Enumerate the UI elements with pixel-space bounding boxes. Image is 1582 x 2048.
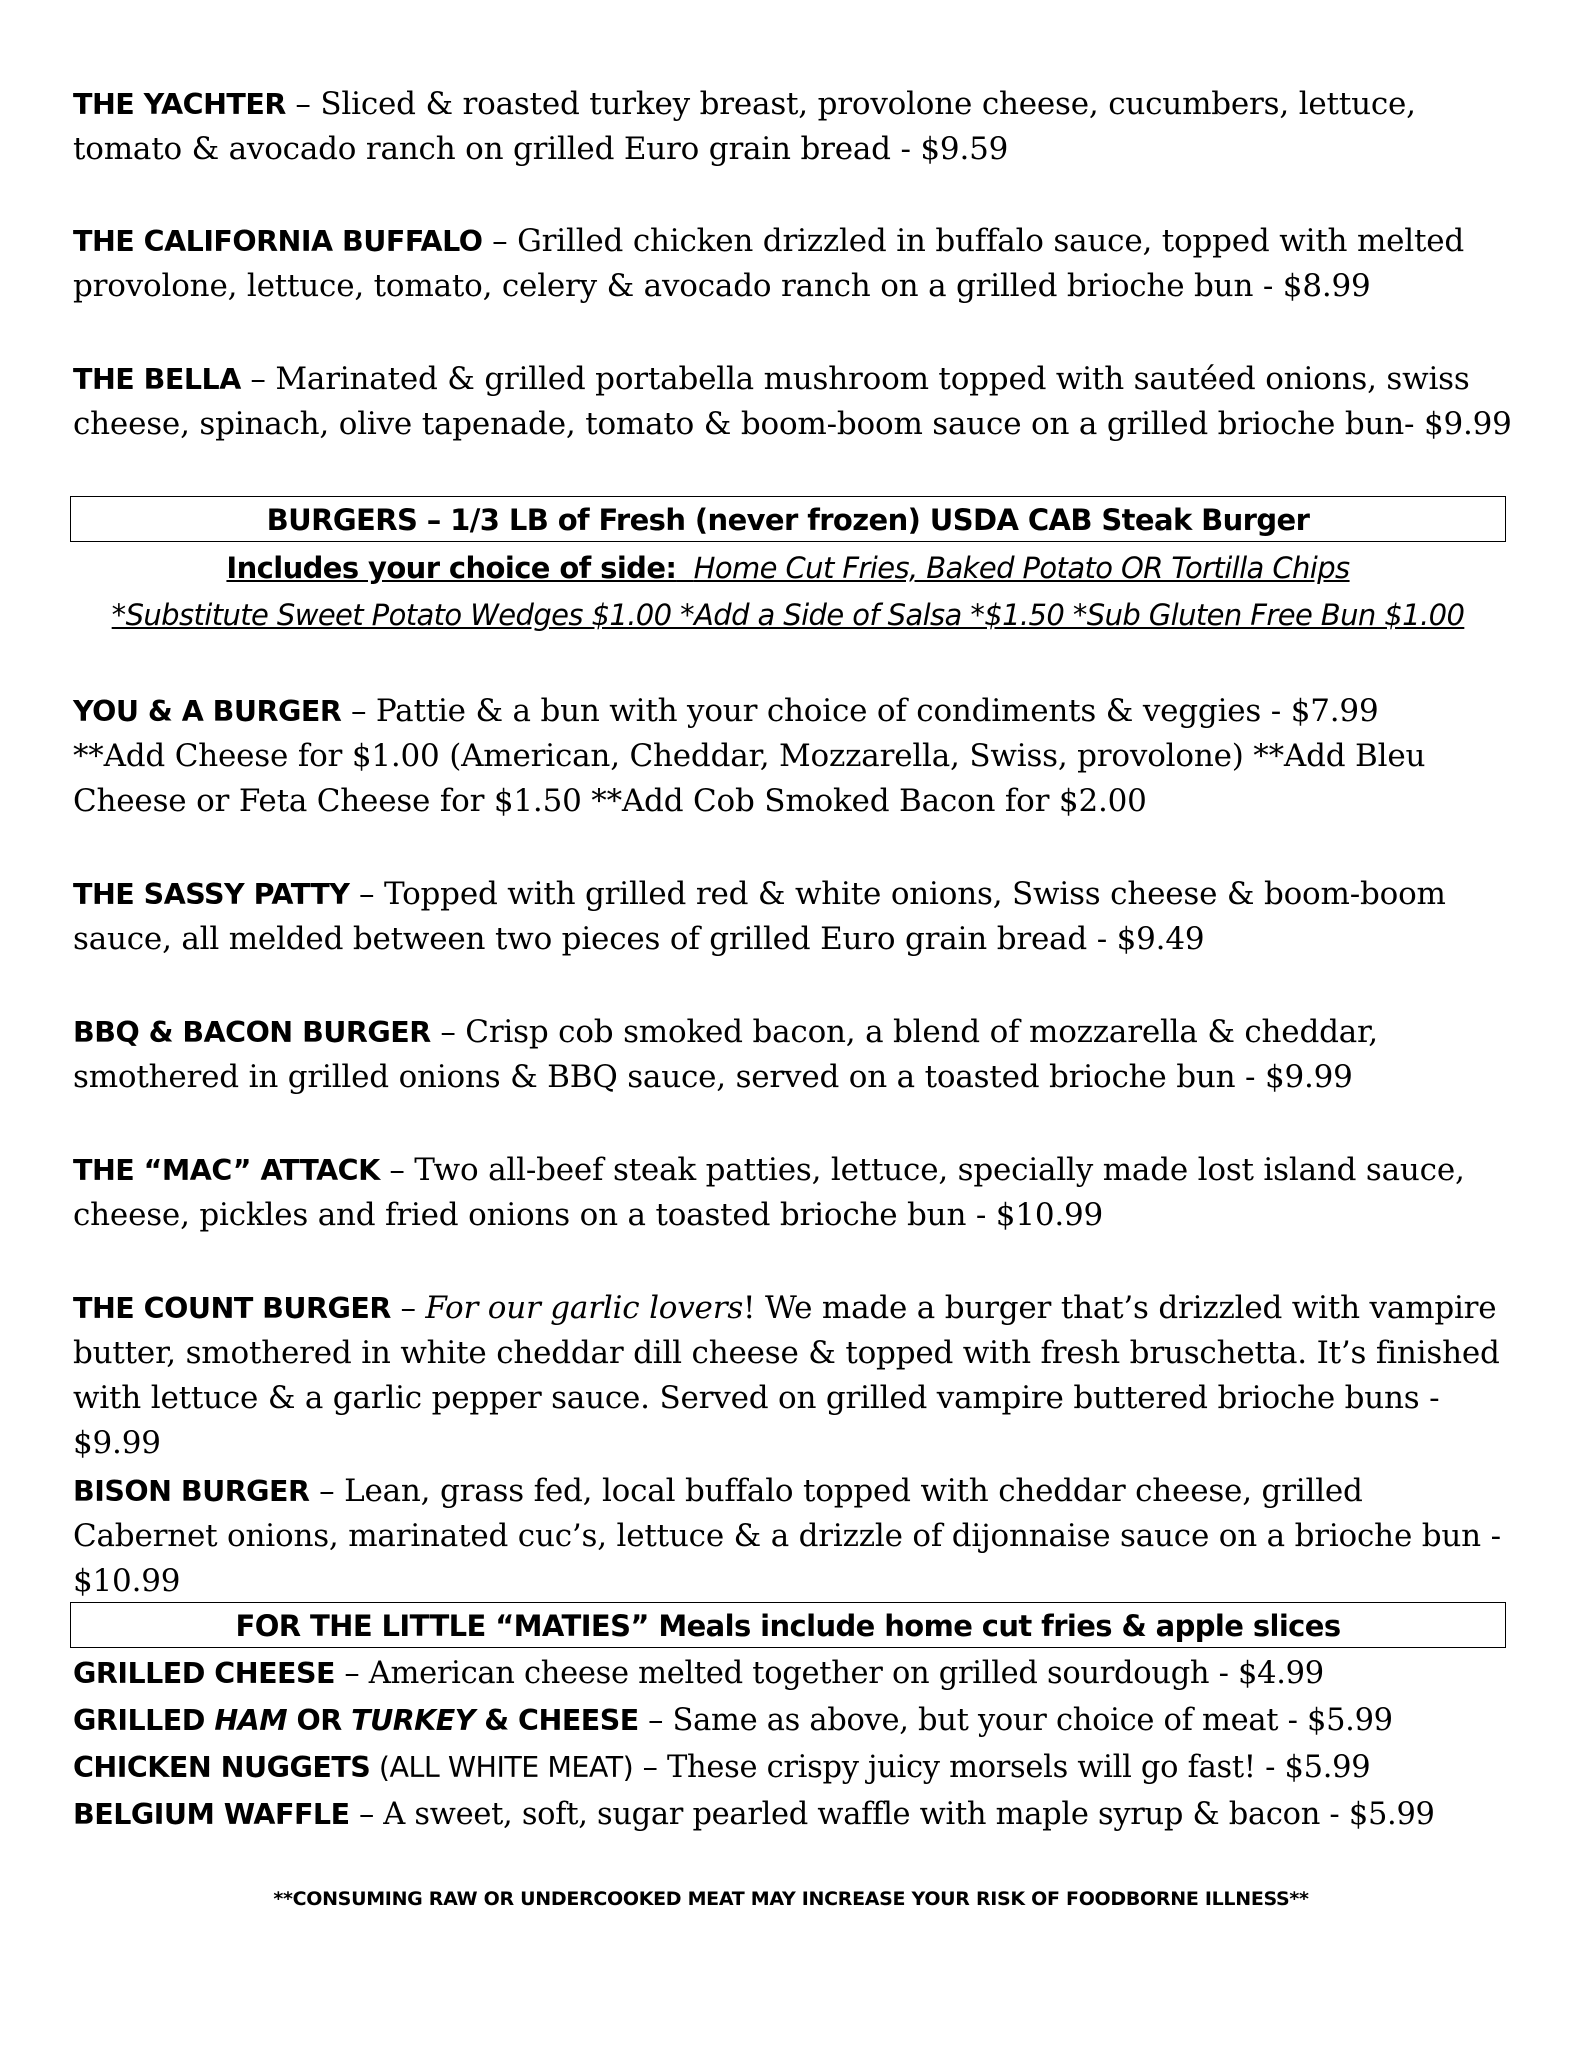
name-part: TURKEY — [351, 1704, 475, 1737]
food-safety-notice: **CONSUMING RAW OR UNDERCOOKED MEAT MAY INCREASE YOUR RISK OF FOODBORNE ILLNESS** — [273, 1888, 1309, 1910]
item-name: THE COUNT BURGER — [73, 1292, 391, 1325]
item-name: THE YACHTER — [73, 88, 286, 121]
burgers-section-heading: BURGERS – 1/3 LB of Fresh (never frozen) USDA CAB Steak Burger — [70, 496, 1506, 542]
item-name — [73, 1704, 639, 1737]
name-part: GRILLED — [73, 1704, 215, 1737]
name-part: & CHEESE — [474, 1704, 639, 1737]
menu-item-bbq-bacon-burger — [73, 1010, 1513, 1100]
item-description: – A sweet, soft, sugar pearled waffle with maple syrup & bacon - $5.99 — [349, 1797, 1435, 1832]
separator: – — [349, 876, 384, 912]
burgers-substitutions: *Substitute Sweet Potato Wedges $1.00 *Add a Side of Salsa *$1.50 *Sub Gluten Free Bun $1.00 — [111, 598, 1465, 632]
item-description: Marinated & grilled portabella mushroom topped with sautéed onions, swiss cheese, spinach, olive tapenade, tomato & boom-boom sauce on a grilled brioche bun- $9.99 — [73, 361, 1512, 442]
separator: – — [379, 1152, 415, 1188]
sides-options: Home Cut Fries, Baked Potato OR Tortilla Chips — [693, 551, 1350, 585]
kids-item-belgium-waffle — [73, 1791, 1513, 1838]
name-part: HAM — [214, 1704, 288, 1737]
item-description: Crisp cob smoked bacon, a blend of mozzarella & cheddar, smothered in grilled onions & BBQ sauce, served on a toasted brioche bun - $9.99 — [73, 1014, 1378, 1095]
item-description: Sliced & roasted turkey breast, provolone cheese, cucumbers, lettuce, tomato & avocado ranch on grilled Euro grain bread - $9.59 — [73, 86, 1416, 167]
menu-item-yachter — [73, 82, 1513, 172]
item-name: THE “MAC” ATTACK — [73, 1154, 380, 1187]
item-name: THE BELLA — [73, 363, 241, 396]
item-name: YOU & A BURGER — [73, 695, 342, 728]
item-addons: **Add Cheese for $1.00 (American, Cheddar, Mozzarella, Swiss, provolone) **Add Bleu Cheese or Feta Cheese for $1.50 **Add Cob Smoked Bacon for $2.00 — [73, 738, 1426, 819]
item-description: – American cheese melted together on grilled sourdough - $4.99 — [335, 1656, 1324, 1691]
separator: – — [390, 1290, 426, 1326]
item-description: ! We made a burger that’s drizzled with vampire butter, smothered in white cheddar dill cheese & topped with fresh bruschetta. It’s finished with lettuce & a garlic pepper sauce. Served on grilled vampire buttered brioche buns - $9.99 — [73, 1290, 1500, 1461]
item-name: THE SASSY PATTY — [73, 878, 350, 911]
menu-item-bison-burger — [73, 1469, 1513, 1604]
item-tagline: For our garlic lovers — [425, 1290, 744, 1326]
separator: – — [341, 693, 376, 729]
separator: – — [240, 361, 276, 397]
kids-item-grilled-cheese — [73, 1650, 1513, 1697]
item-name: BBQ & BACON BURGER — [73, 1016, 431, 1049]
item-modifier: (ALL WHITE MEAT) — [370, 1751, 634, 1784]
menu-item-you-and-a-burger — [73, 689, 1513, 824]
item-description: Lean, grass fed, local buffalo topped with cheddar cheese, grilled Cabernet onions, marinated cuc’s, lettuce & a drizzle of dijonnaise sauce on a brioche bun - $10.99 — [73, 1473, 1501, 1599]
sides-label: Includes your choice of side: — [226, 551, 677, 585]
menu-item-bella — [73, 357, 1513, 447]
separator: – — [285, 86, 321, 122]
menu-item-sassy-patty — [73, 872, 1513, 962]
item-name: BISON BURGER — [73, 1475, 310, 1508]
item-name: BELGIUM WAFFLE — [73, 1798, 350, 1831]
separator: – — [309, 1473, 345, 1509]
separator: – — [430, 1014, 466, 1050]
item-description: Two all-beef steak patties, lettuce, specially made lost island sauce, cheese, pickles and fried onions on a toasted brioche bun - $10.99 — [73, 1152, 1465, 1233]
menu-item-california-buffalo — [73, 219, 1513, 309]
menu-item-mac-attack — [73, 1148, 1513, 1238]
item-name: CHICKEN NUGGETS — [73, 1751, 371, 1784]
item-description: Topped with grilled red & white onions, Swiss cheese & boom-boom sauce, all melded between two pieces of grilled Euro grain bread - $9.49 — [73, 876, 1446, 957]
item-description: – These crispy juicy morsels will go fast! - $5.99 — [633, 1750, 1371, 1785]
kids-item-chicken-nuggets — [73, 1744, 1513, 1791]
item-description: Grilled chicken drizzled in buffalo sauce, topped with melted provolone, lettuce, tomato, celery & avocado ranch on a grilled brioche bun - $8.99 — [73, 223, 1465, 304]
item-name: GRILLED CHEESE — [73, 1657, 336, 1690]
name-part: OR — [287, 1704, 352, 1737]
burgers-sides-line — [70, 545, 1506, 591]
kids-section-heading: FOR THE LITTLE “MATIES” Meals include home cut fries & apple slices — [70, 1602, 1506, 1648]
item-description: – Same as above, but your choice of meat - $5.99 — [638, 1703, 1393, 1738]
item-description: Pattie & a bun with your choice of condiments & veggies - $7.99 — [375, 693, 1379, 729]
separator: – — [482, 223, 518, 259]
menu-item-count-burger — [73, 1286, 1513, 1466]
item-name: THE CALIFORNIA BUFFALO — [73, 225, 483, 258]
kids-item-grilled-ham-turkey — [73, 1697, 1513, 1744]
